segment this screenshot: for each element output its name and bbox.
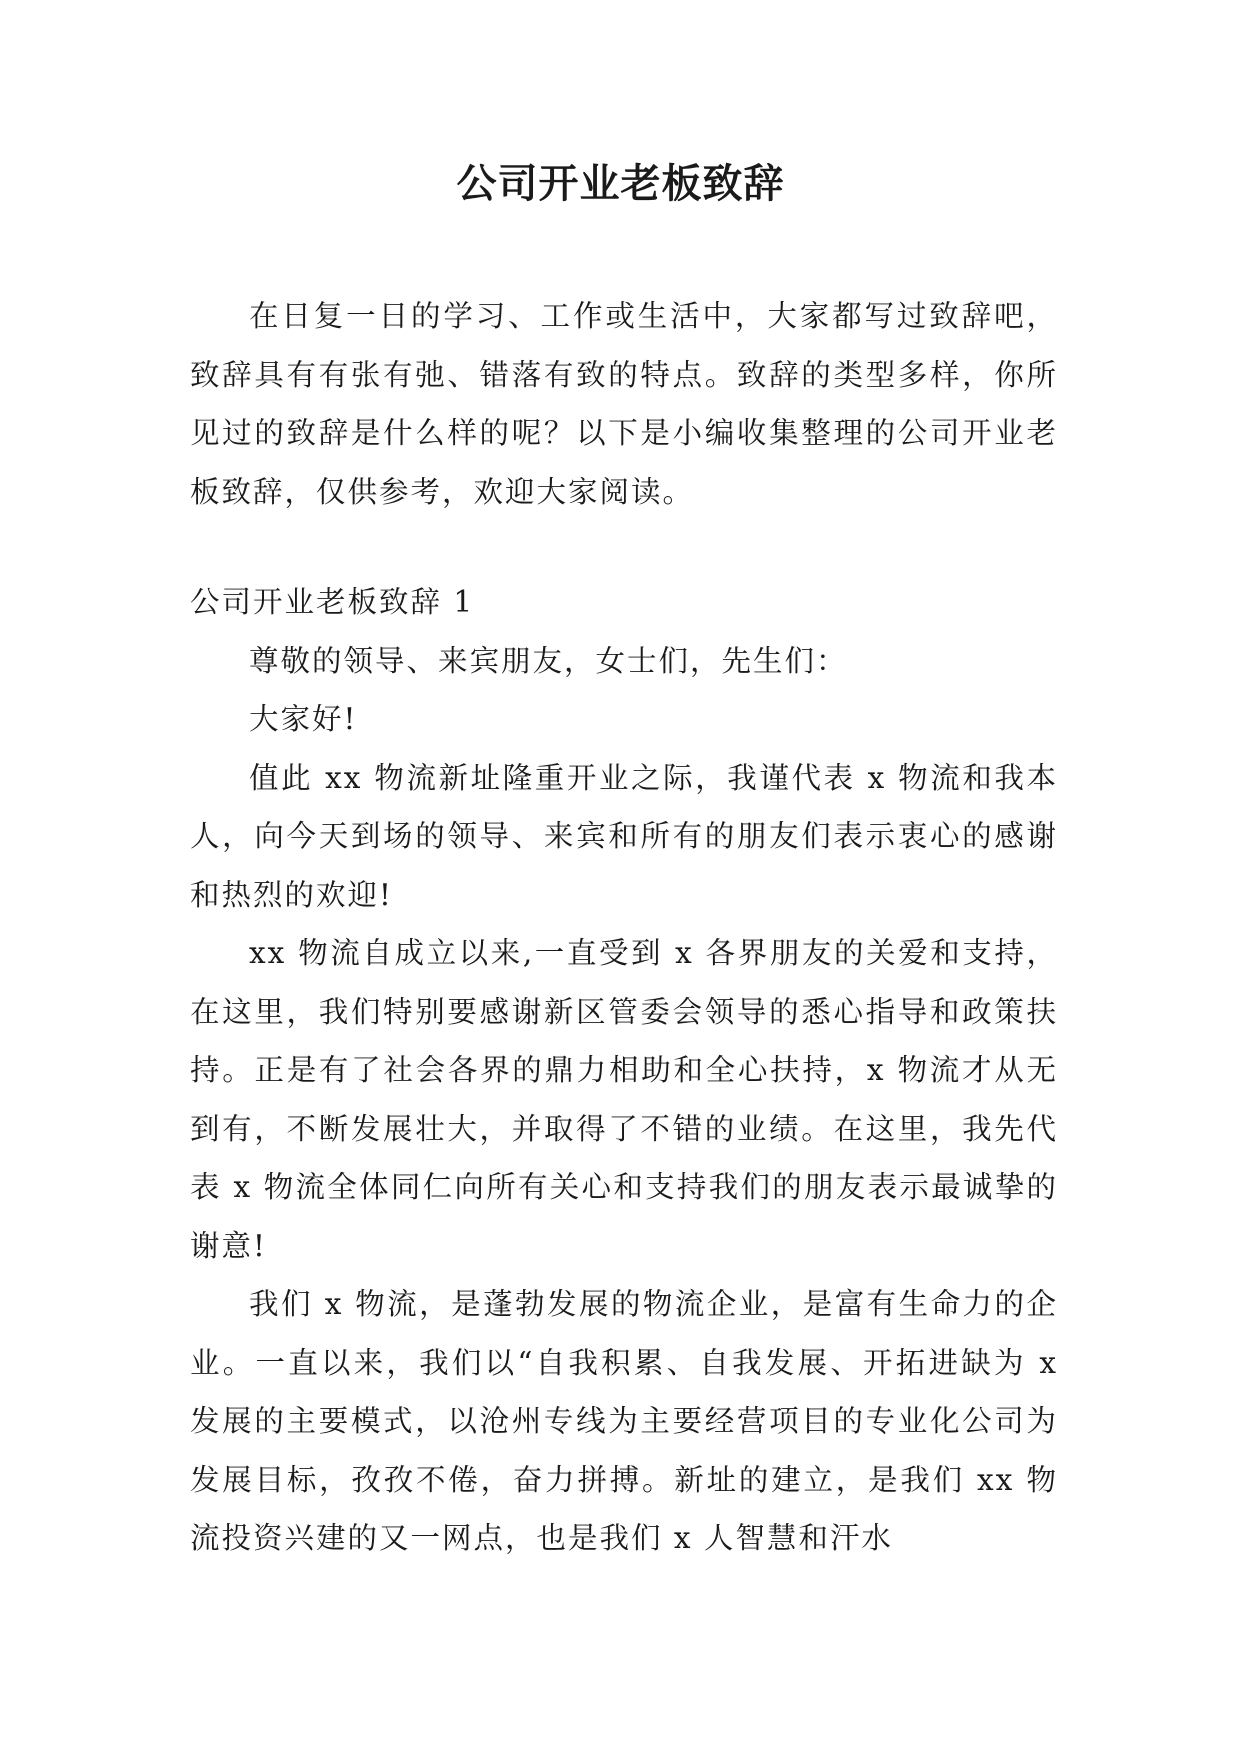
document-body	[190, 287, 1058, 1568]
greeting: 大家好!	[249, 702, 358, 736]
body-paragraph: xx 物流自成立以来,一直受到 x 各界朋友的关爱和支持，在这里，我们特别要感谢新区管委会领导的悉心指导和政策扶持。正是有了社会各界的鼎力相助和全心扶持，x 物流才从无到有，不断发展壮大，并取得了不错的业绩。在这里，我先代表 x 物流全体同仁向所有关心和支持我们的朋友表示最诚挚的谢意!	[190, 936, 1058, 1263]
body-paragraph: 值此 xx 物流新址隆重开业之际，我谨代表 x 物流和我本人，向今天到场的领导、来宾和所有的朋友们表示衷心的感谢和热烈的欢迎!	[190, 760, 1058, 912]
body-paragraph: 我们 x 物流，是蓬勃发展的物流企业，是富有生命力的企业。一直以来，我们以“自我积累、自我发展、开拓进缺为 x 发展的主要模式，以沧州专线为主要经营项目的专业化公司为发展目标，孜孜不倦，奋力拼搏。新址的建立，是我们 xx 物流投资兴建的又一网点，也是我们 x 人智慧和汗水	[190, 1287, 1058, 1555]
salutation: 尊敬的领导、来宾朋友，女士们，先生们：	[249, 643, 848, 678]
intro-paragraph: 在日复一日的学习、工作或生活中，大家都写过致辞吧，致辞具有有张有弛、错落有致的特点。致辞的类型多样，你所见过的致辞是什么样的呢？以下是小编收集整理的公司开业老板致辞，仅供参考，欢迎大家阅读。	[190, 299, 1058, 509]
document-title: 公司开业老板致辞	[456, 161, 785, 207]
section-heading: 公司开业老板致辞 1	[190, 585, 475, 619]
